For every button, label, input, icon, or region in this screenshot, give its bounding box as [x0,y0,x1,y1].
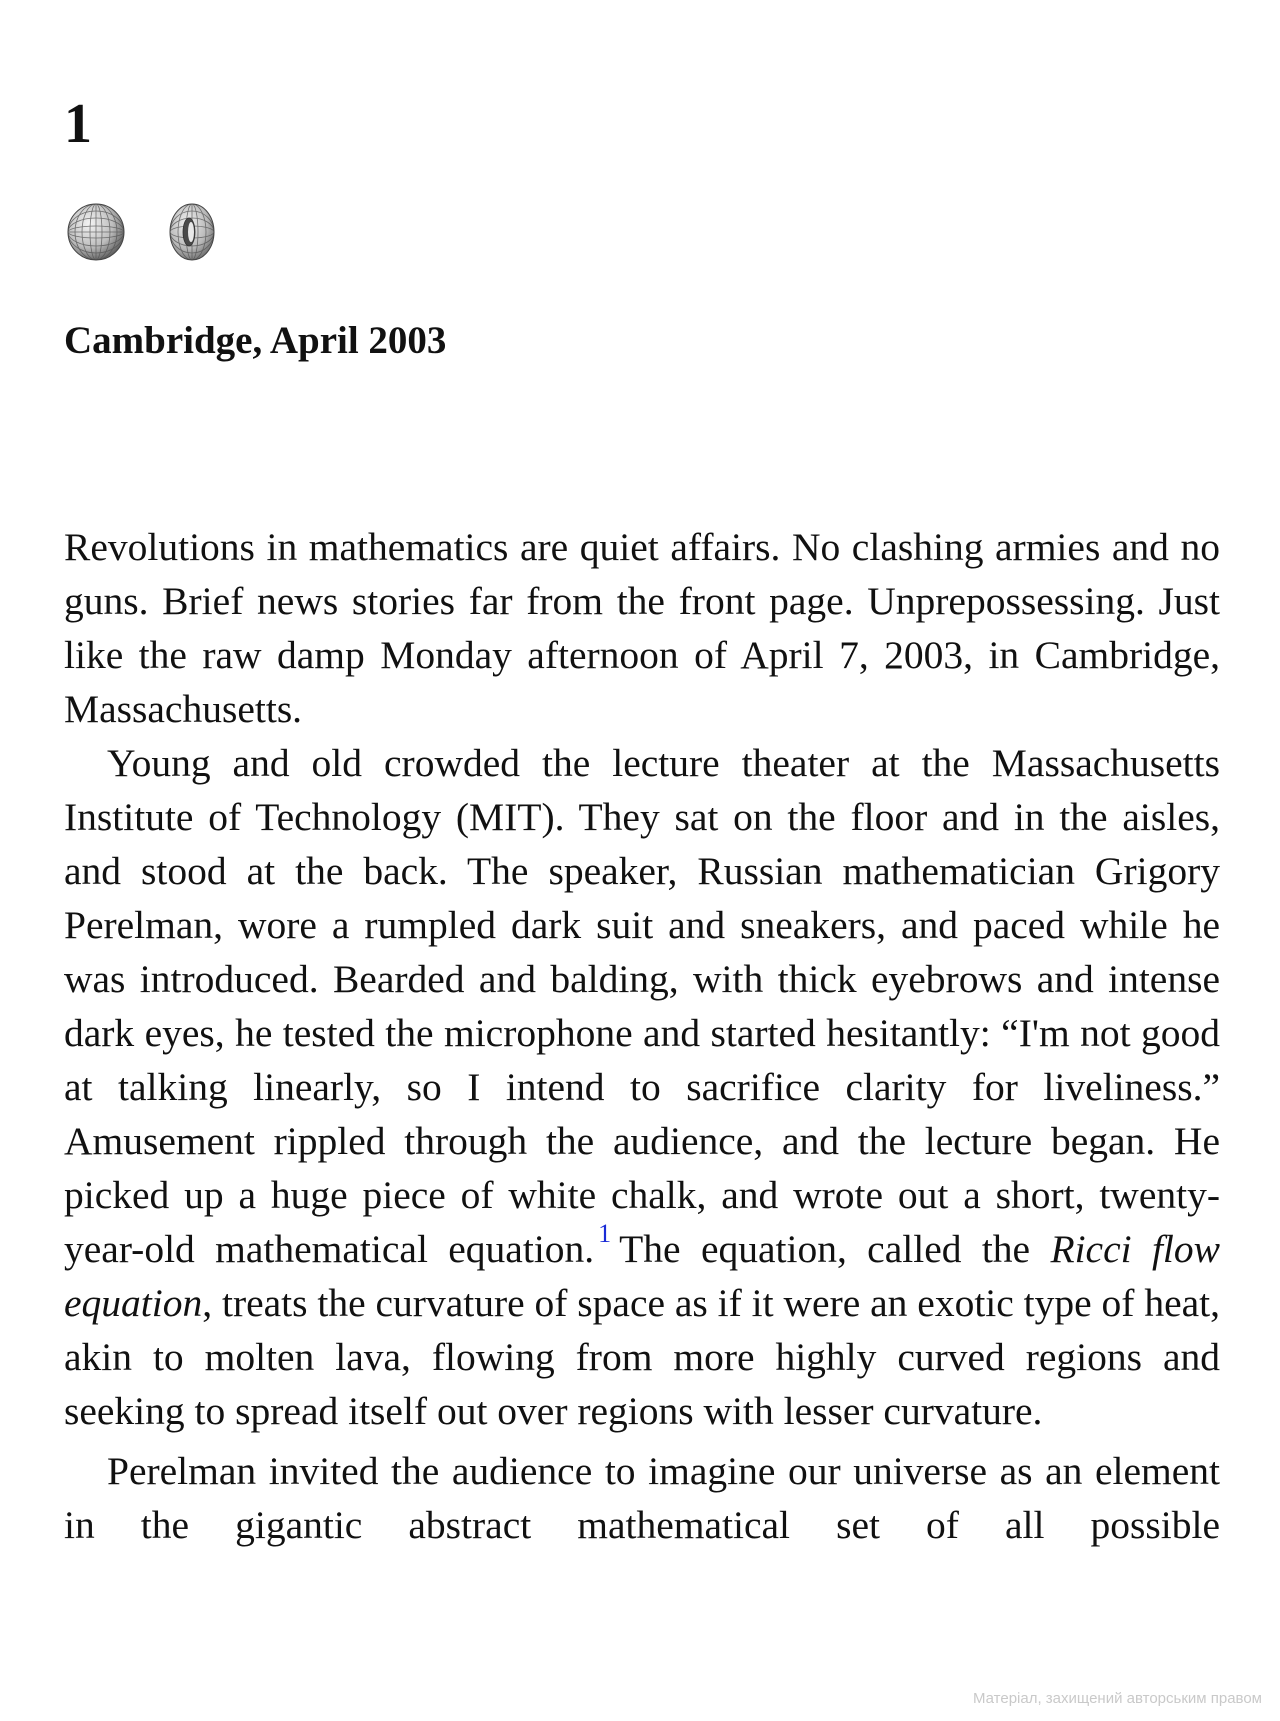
body-text [64,520,1220,1552]
sphere-mesh-icon [64,200,128,264]
paragraph-2-mid: The equation, called the [619,1227,1051,1271]
paragraph-1: Revolutions in mathematics are quiet affairs. No clashing armies and no guns. Brief news stories far from the front page. Unprepossessing. Just like the raw damp Monday afternoon of April 7, 2003, in Cambridge, Massachusetts. [64,525,1220,731]
paragraph-2-rest: , treats the curvature of space as if it were an exotic type of heat, akin to molten lava, flowing from more highly curved regions and seeking to spread itself out over regions with lesser curvature. [64,1281,1220,1433]
section-title: Cambridge, April 2003 [64,319,447,362]
torus-mesh-icon [164,200,220,264]
equation-name: Ricci flow equation [64,1227,1220,1325]
paragraph-3: Perelman invited the audience to imagine our universe as an element in the gigantic abstract mathematical set of all possible [64,1449,1220,1547]
footnote-link[interactable]: 1 [598,1219,612,1248]
chapter-ornaments [64,200,244,264]
paragraph-2 [64,736,1220,1438]
paragraph-2-text: Young and old crowded the lecture theater at the Massachusetts Institute of Technology (MIT). They sat on the floor and in the aisles, and stood at the back. The speaker, Russian mathematician Grigory Perelman, wore a rumpled dark suit and sneakers, and paced while he was introduced. Bearded and balding, with thick eyebrows and intense dark eyes, he tested the microphone and started hesitantly: “I'm not good at talking linearly, so I intend to sacrifice clarity for liveliness.” Amusement rippled through the audience, and the lecture began. He picked up a huge piece of white chalk, and wrote out a short, twenty-year-old mathematical equation. [64,741,1220,1271]
copyright-watermark: Матеріал, захищений авторським правом [972,1690,1262,1707]
chapter-number: 1 [64,93,92,155]
